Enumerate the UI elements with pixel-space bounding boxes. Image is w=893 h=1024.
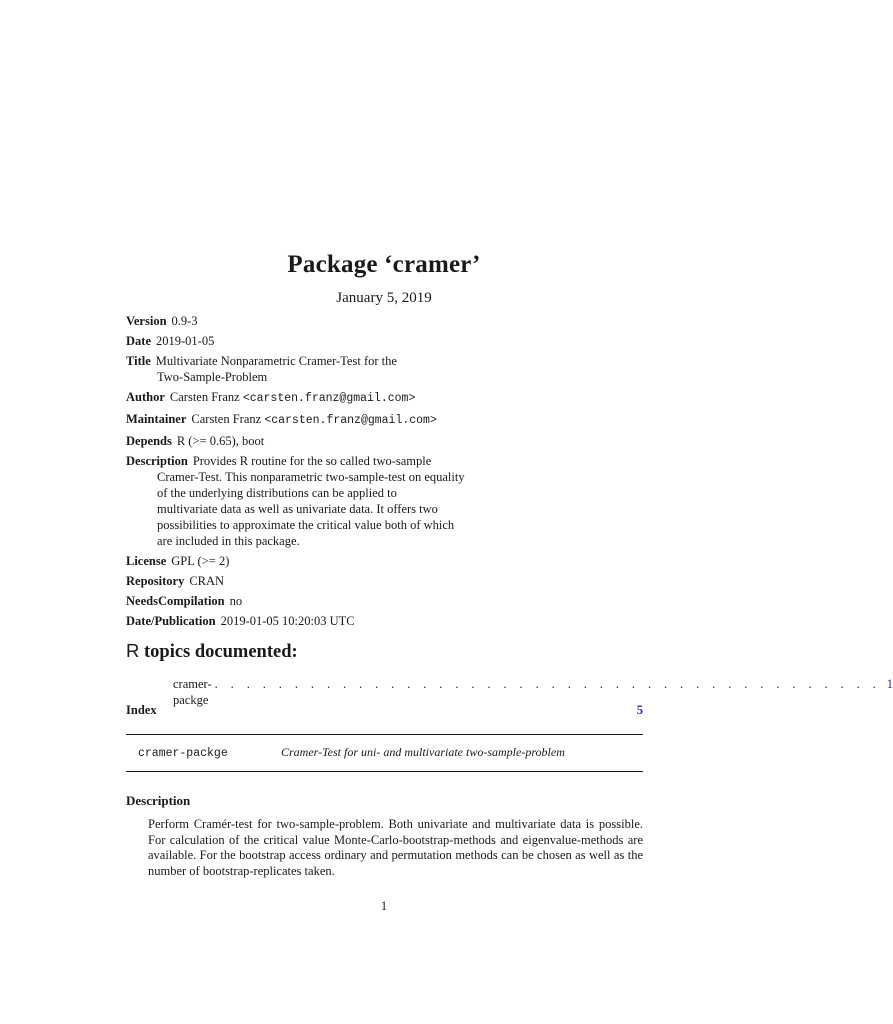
field-key: Date/Publication xyxy=(126,614,216,628)
index-page-link[interactable]: 5 xyxy=(636,703,643,717)
toc-entry-page-link[interactable]: 1 xyxy=(886,677,893,691)
toc-heading xyxy=(126,640,298,663)
field-value: no xyxy=(229,594,243,608)
field-key: NeedsCompilation xyxy=(126,594,225,608)
toc-index-entry[interactable] xyxy=(126,703,643,718)
field-value: GPL (>= 2) xyxy=(171,554,230,568)
doc-header-rule-top xyxy=(126,734,643,735)
field-repository xyxy=(126,573,646,589)
toc-heading-r: R xyxy=(126,640,140,661)
field-key: Depends xyxy=(126,434,172,448)
doc-header-rule-bottom xyxy=(126,771,643,772)
section-body: Perform Cramér-test for two-sample-problem. Both univariate and multivariate data is possible. For calculation of the critical value Monte-Carlo-bootstrap-methods and eigenvalue-methods are available. For the bootstrap access ordinary and permutation methods can be chosen as well as the number of bootstrap-replicates taken. xyxy=(148,817,643,878)
field-date xyxy=(126,333,646,349)
field-publication xyxy=(126,613,646,629)
field-key: Repository xyxy=(126,574,185,588)
field-key: Date xyxy=(126,334,151,348)
maintainer-email: <carsten.franz@gmail.com> xyxy=(264,414,437,427)
field-license xyxy=(126,553,646,569)
field-value: 0.9-3 xyxy=(171,314,198,328)
field-key: Maintainer xyxy=(126,412,187,426)
page-number: 1 xyxy=(380,899,388,913)
field-key: License xyxy=(126,554,167,568)
field-value: 2019-01-05 xyxy=(156,334,215,348)
field-depends xyxy=(126,433,646,449)
field-maintainer xyxy=(126,411,646,429)
field-value: R (>= 0.65), boot xyxy=(176,434,265,448)
toc-leader-dots: . . . . . . . . . . . . . . . . . . . . . . . . . . . . . . . . . . . . . . . . . . xyxy=(214,677,881,691)
maintainer-name: Carsten Franz xyxy=(191,412,262,426)
field-description xyxy=(126,453,646,549)
author-name: Carsten Franz xyxy=(169,390,240,404)
toc-entry-label[interactable]: cramer-packge xyxy=(173,677,212,707)
section-heading: Description xyxy=(126,793,191,808)
field-key: Description xyxy=(126,454,188,468)
package-title: Package ‘cramer’ xyxy=(287,251,481,278)
field-value: 2019-01-05 10:20:03 UTC xyxy=(220,614,355,628)
field-needs-compilation xyxy=(126,593,646,609)
doc-entry-name: cramer-packge xyxy=(138,747,228,760)
package-date: January 5, 2019 xyxy=(336,290,432,306)
description-line: multivariate data as well as univariate data. It offers two xyxy=(157,502,438,516)
description-line: are included in this package. xyxy=(157,534,300,548)
doc-entry-header xyxy=(138,744,638,762)
description-line: possibilities to approximate the critical value both of which xyxy=(157,518,455,532)
package-metadata xyxy=(126,313,646,633)
description-line: Provides R routine for the so called two-sample xyxy=(192,454,432,468)
toc-heading-text: topics documented: xyxy=(139,642,298,662)
description-line: Cramer-Test. This nonparametric two-sample-test on equality xyxy=(157,470,465,484)
field-title xyxy=(126,353,646,385)
field-author xyxy=(126,389,646,407)
index-label[interactable]: Index xyxy=(126,703,157,717)
field-value: CRAN xyxy=(189,574,225,588)
description-line: of the underlying distributions can be applied to xyxy=(157,486,397,500)
author-email: <carsten.franz@gmail.com> xyxy=(242,392,416,405)
field-version xyxy=(126,313,646,329)
field-key: Title xyxy=(126,354,151,368)
field-value-continuation: Two-Sample-Problem xyxy=(157,370,268,384)
field-key: Version xyxy=(126,314,167,328)
field-value: Multivariate Nonparametric Cramer-Test for the xyxy=(155,354,397,368)
doc-entry-title: Cramer-Test for uni- and multivariate two-sample-problem xyxy=(281,745,565,759)
field-key: Author xyxy=(126,390,165,404)
